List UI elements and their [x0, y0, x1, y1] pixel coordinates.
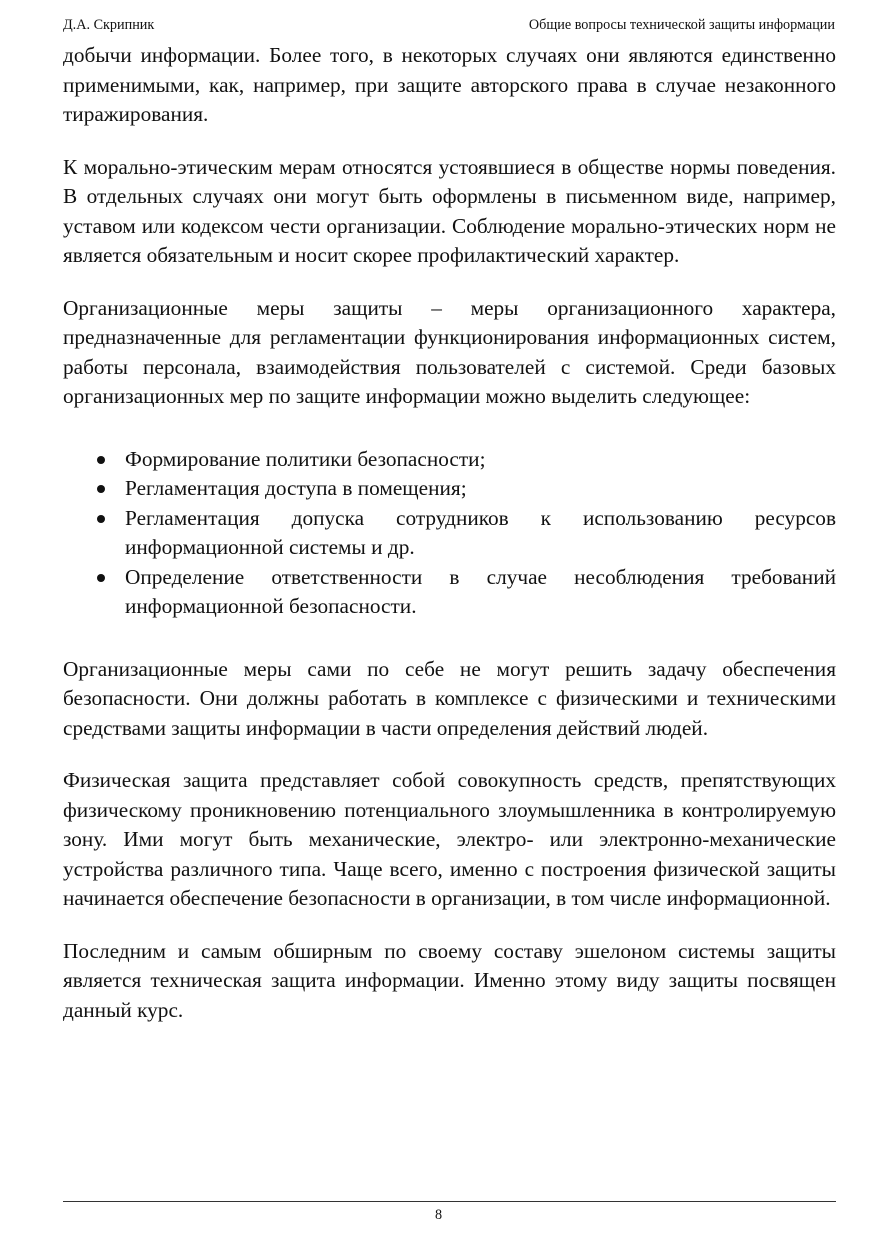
list-item-text: Регламентация доступа в помещения;	[125, 476, 467, 500]
paragraph-moral-ethical: К морально-этическим мерам относятся устоявшиеся в обществе нормы поведения. В отдельных случаях они могут быть оформлены в письменном виде, например, уставом или кодексом чести организации. Соблюдение морально-этических норм не является обязательным и носит скорее профилактический характер.	[63, 154, 836, 267]
bullet-icon	[97, 574, 105, 582]
list-item-text: Регламентация допуска сотрудников к использованию ресурсов информационной системы и др.	[125, 505, 836, 559]
header-title: Общие вопросы технической защиты информации	[528, 17, 835, 33]
list-item	[63, 563, 836, 622]
paragraph-organizational-limits: Организационные меры сами по себе не могут решить задачу обеспечения безопасности. Они должны работать в комплексе с физическими и техническими средствами защиты информации в части определения действий людей.	[63, 656, 836, 740]
list-item	[63, 474, 836, 504]
list-item	[63, 504, 836, 563]
page-body	[63, 41, 836, 1025]
paragraph-technical-protection: Последним и самым обширным по своему составу эшелоном системы защиты является техническая защита информации. Именно этому виду защиты посвящен данный курс.	[63, 938, 836, 1022]
page-number: 8	[434, 1207, 443, 1223]
paragraph-continuation: добычи информации. Более того, в некоторых случаях они являются единственно применимыми, как, например, при защите авторского права в случае незаконного тиражирования.	[63, 43, 836, 126]
bullet-icon	[97, 485, 105, 493]
list-item-text: Определение ответственности в случае несоблюдения требований информационной безопасности.	[125, 564, 836, 618]
paragraph-physical-protection: Физическая защита представляет собой совокупность средств, препятствующих физическому проникновению потенциального злоумышленника в контролируемую зону. Ими могут быть механические, электро- или электронно-механические устройства различного типа. Чаще всего, именно с построения физической защиты начинается обеспечение безопасности в организации, в том числе информационной.	[63, 768, 836, 910]
bullet-list	[63, 445, 836, 622]
list-item	[63, 445, 836, 475]
list-item-text: Формирование политики безопасности;	[125, 446, 486, 471]
running-header	[63, 16, 835, 34]
bullet-icon	[97, 515, 105, 523]
footer-divider	[63, 1201, 836, 1202]
header-author: Д.А. Скрипник	[63, 17, 155, 33]
paragraph-organizational: Организационные меры защиты – меры организационного характера, предназначенные для регламентации функционирования информационных систем, работы персонала, взаимодействия пользователей с системой. Среди базовых организационных мер по защите информации можно выделить следующее:	[63, 295, 836, 408]
bullet-icon	[97, 456, 105, 464]
